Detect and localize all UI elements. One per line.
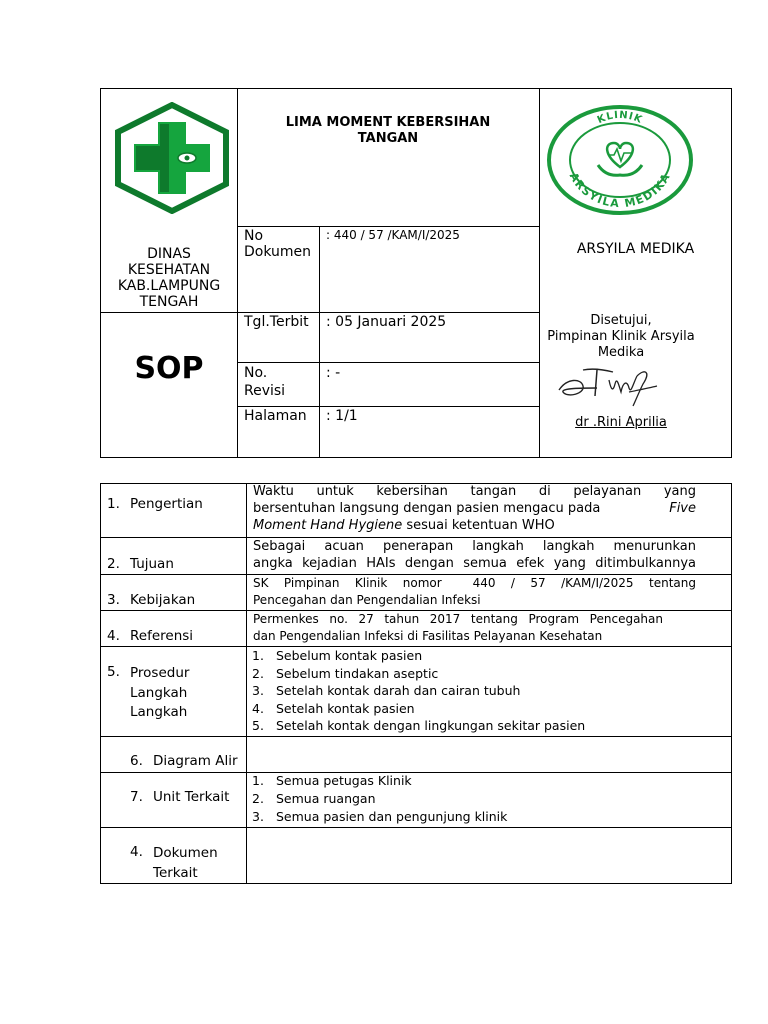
dinas-kesehatan-logo-icon <box>114 102 230 214</box>
text-line: Sebagai acuan penerapan langkah langkah menurunkan <box>253 539 696 554</box>
label-line: Langkah <box>130 704 188 720</box>
text-line: Permenkes no. 27 tahun 2017 tentang Program Pencegahan <box>253 612 663 626</box>
list-text: Semua petugas Klinik <box>276 773 412 788</box>
text-line <box>253 517 696 534</box>
klinik-arsyila-medika-logo-icon <box>546 105 694 215</box>
list-text: Setelah kontak pasien <box>276 700 415 716</box>
section-pengertian-text <box>253 483 696 534</box>
text-line: Pencegahan dan Pengendalian Infeksi <box>253 593 481 607</box>
list-num: 3. <box>252 809 264 824</box>
no-dokumen-value: : 440 / 57 /KAM/I/2025 <box>326 228 460 242</box>
list-item <box>252 665 722 683</box>
section-referensi-num: 4. <box>107 628 120 644</box>
list-item <box>252 808 722 826</box>
agency-line: KESEHATAN <box>127 262 211 278</box>
unit-terkait-list <box>252 772 722 826</box>
list-num: 2. <box>252 791 264 806</box>
approval-text <box>540 313 702 361</box>
list-num: 2. <box>252 665 264 681</box>
list-item <box>252 682 722 700</box>
approval-line: Disetujui, <box>590 313 652 328</box>
text-fragment-italic: Five <box>669 501 696 516</box>
tgl-terbit-label: Tgl.Terbit <box>244 314 309 330</box>
list-text: Sebelum kontak pasien <box>276 648 423 663</box>
section-kebijakan-num: 3. <box>107 592 120 608</box>
section-dokumen-label <box>153 844 218 883</box>
section-prosedur-num: 5. <box>107 664 120 680</box>
section-tujuan-text <box>253 538 696 572</box>
approval-line: Pimpinan Klinik Arsyila Medika <box>547 329 695 360</box>
text-line <box>253 500 696 517</box>
list-num: 1. <box>252 648 264 663</box>
text-line: Waktu untuk kebersihan tangan di pelayanan yang <box>253 484 696 499</box>
list-text: Setelah kontak darah dan cairan tubuh <box>276 683 521 698</box>
section-unit-label: Unit Terkait <box>153 789 230 805</box>
agency-line: DINAS <box>147 246 191 262</box>
section-unit-num: 7. <box>130 789 143 805</box>
clinic-name: ARSYILA MEDIKA <box>576 241 695 257</box>
section-prosedur-label <box>130 664 189 723</box>
no-revisi-label: No. Revisi <box>244 365 286 399</box>
section-tujuan-label: Tujuan <box>130 556 174 572</box>
list-item <box>252 772 722 790</box>
halaman-label: Halaman <box>244 408 307 424</box>
text-line: angka kejadian HAIs dengan semua efek yang ditimbulkannya <box>253 556 696 571</box>
label-line: Dokumen <box>153 845 218 861</box>
list-num: 5. <box>252 718 264 733</box>
text-fragment: sesuai ketentuan WHO <box>402 518 555 533</box>
section-kebijakan-label: Kebijakan <box>130 592 196 608</box>
agency-name <box>101 246 237 310</box>
section-referensi-text <box>253 611 663 645</box>
svg-text:KLINIK: KLINIK <box>595 109 645 127</box>
halaman-value: : 1/1 <box>326 408 358 424</box>
section-diagram-num: 6. <box>130 753 143 769</box>
section-tujuan-num: 2. <box>107 556 120 572</box>
list-num: 3. <box>252 683 264 698</box>
sop-label: SOP <box>134 351 204 386</box>
label-line: Terkait <box>153 864 198 881</box>
list-item <box>252 700 722 718</box>
document-title: LIMA MOMENT KEBERSIHAN TANGAN <box>285 115 491 146</box>
section-kebijakan-text <box>253 575 696 609</box>
text-line: SK Pimpinan Klinik nomor 440 / 57 /KAM/I/2025 tentang <box>253 576 696 590</box>
text-line: dan Pengendalian Infeksi di Fasilitas Pelayanan Kesehatan <box>253 629 603 643</box>
section-pengertian-num: 1. <box>107 496 120 512</box>
signer-name: dr .Rini Aprilia <box>575 415 667 430</box>
no-dokumen-label: No Dokumen <box>244 228 312 260</box>
list-item <box>252 647 722 665</box>
list-item <box>252 790 722 808</box>
list-text: Semua pasien dan pengunjung klinik <box>276 809 508 824</box>
no-revisi-value: : - <box>326 365 341 381</box>
list-num: 1. <box>252 773 264 788</box>
list-text: Sebelum tindakan aseptic <box>276 665 439 681</box>
section-dokumen-num: 4. <box>130 844 143 860</box>
list-item <box>252 717 722 735</box>
list-num: 4. <box>252 700 264 716</box>
list-text: Setelah kontak dengan lingkungan sekitar pasien <box>276 718 586 733</box>
svg-text:ARSYILA MEDIKA: ARSYILA MEDIKA <box>566 170 674 211</box>
agency-line: KAB.LAMPUNG <box>117 278 221 294</box>
section-diagram-label: Diagram Alir <box>153 753 238 769</box>
text-fragment: bersentuhan langsung dengan pasien mengacu pada <box>253 501 601 516</box>
label-line: Langkah <box>130 684 188 701</box>
signature-icon <box>553 362 663 410</box>
list-text: Semua ruangan <box>276 791 376 806</box>
text-fragment-italic: Moment Hand Hygiene <box>253 518 403 533</box>
section-referensi-label: Referensi <box>130 628 194 644</box>
prosedur-list <box>252 647 722 735</box>
tgl-terbit-value: : 05 Januari 2025 <box>326 314 447 330</box>
label-line: Prosedur <box>130 665 190 681</box>
agency-line: TENGAH <box>139 294 199 310</box>
section-pengertian-label: Pengertian <box>130 496 203 512</box>
